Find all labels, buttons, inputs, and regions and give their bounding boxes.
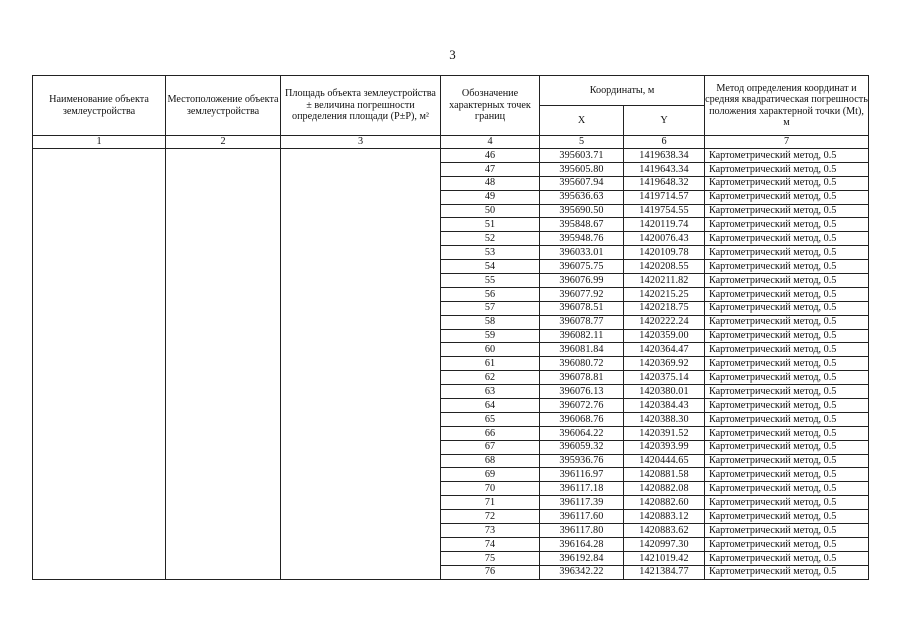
point-number: 53 — [441, 246, 540, 260]
method-cell: Картометрический метод, 0.5 — [705, 412, 869, 426]
coord-y: 1420391.52 — [624, 426, 705, 440]
point-number: 69 — [441, 468, 540, 482]
coord-y: 1420883.12 — [624, 510, 705, 524]
coord-y: 1420364.47 — [624, 343, 705, 357]
coord-x: 395948.76 — [540, 232, 624, 246]
coord-x: 396075.75 — [540, 260, 624, 274]
point-number: 59 — [441, 329, 540, 343]
coord-y: 1420388.30 — [624, 412, 705, 426]
coord-x: 395690.50 — [540, 204, 624, 218]
method-cell: Картометрический метод, 0.5 — [705, 496, 869, 510]
point-number: 67 — [441, 440, 540, 454]
point-number: 58 — [441, 315, 540, 329]
method-cell: Картометрический метод, 0.5 — [705, 482, 869, 496]
method-cell: Картометрический метод, 0.5 — [705, 287, 869, 301]
coord-x: 396076.99 — [540, 274, 624, 288]
method-cell: Картометрический метод, 0.5 — [705, 524, 869, 538]
coord-y: 1419714.57 — [624, 190, 705, 204]
method-cell: Картометрический метод, 0.5 — [705, 204, 869, 218]
method-cell: Картометрический метод, 0.5 — [705, 301, 869, 315]
coord-y: 1420375.14 — [624, 371, 705, 385]
method-cell: Картометрический метод, 0.5 — [705, 190, 869, 204]
method-cell: Картометрический метод, 0.5 — [705, 537, 869, 551]
method-cell: Картометрический метод, 0.5 — [705, 315, 869, 329]
method-cell: Картометрический метод, 0.5 — [705, 371, 869, 385]
point-number: 49 — [441, 190, 540, 204]
coord-x: 396077.92 — [540, 287, 624, 301]
method-cell: Картометрический метод, 0.5 — [705, 440, 869, 454]
point-number: 62 — [441, 371, 540, 385]
point-number: 56 — [441, 287, 540, 301]
method-cell: Картометрический метод, 0.5 — [705, 510, 869, 524]
coord-x: 396078.81 — [540, 371, 624, 385]
point-number: 50 — [441, 204, 540, 218]
coord-y: 1420881.58 — [624, 468, 705, 482]
method-cell: Картометрический метод, 0.5 — [705, 246, 869, 260]
coord-y: 1420882.60 — [624, 496, 705, 510]
header-object-name: Наименование объекта землеустройства — [33, 76, 166, 136]
coord-y: 1420076.43 — [624, 232, 705, 246]
coord-x: 395636.63 — [540, 190, 624, 204]
method-cell: Картометрический метод, 0.5 — [705, 162, 869, 176]
table-row — [33, 149, 869, 163]
point-number: 55 — [441, 274, 540, 288]
blank-object-name — [33, 149, 166, 580]
point-number: 76 — [441, 565, 540, 579]
coord-y: 1420384.43 — [624, 399, 705, 413]
coord-x: 395605.80 — [540, 162, 624, 176]
coord-y: 1420222.24 — [624, 315, 705, 329]
coord-x: 396078.51 — [540, 301, 624, 315]
coord-y: 1421384.77 — [624, 565, 705, 579]
point-number: 72 — [441, 510, 540, 524]
header-coordinates: Координаты, м — [540, 76, 705, 106]
header-y: Y — [624, 106, 705, 136]
method-cell: Картометрический метод, 0.5 — [705, 260, 869, 274]
coord-y: 1420882.08 — [624, 482, 705, 496]
point-number: 46 — [441, 149, 540, 163]
coord-x: 396117.39 — [540, 496, 624, 510]
column-number: 1 — [33, 136, 166, 149]
column-number: 7 — [705, 136, 869, 149]
point-number: 68 — [441, 454, 540, 468]
coord-y: 1419648.32 — [624, 176, 705, 190]
method-cell: Картометрический метод, 0.5 — [705, 454, 869, 468]
method-cell: Картометрический метод, 0.5 — [705, 329, 869, 343]
coord-y: 1420215.25 — [624, 287, 705, 301]
method-cell: Картометрический метод, 0.5 — [705, 565, 869, 579]
coord-x: 395936.76 — [540, 454, 624, 468]
coord-x: 395848.67 — [540, 218, 624, 232]
coord-x: 396081.84 — [540, 343, 624, 357]
coord-y: 1420211.82 — [624, 274, 705, 288]
coord-y: 1419643.34 — [624, 162, 705, 176]
column-number-row — [33, 136, 869, 149]
page-number: 3 — [449, 47, 456, 62]
point-number: 71 — [441, 496, 540, 510]
coord-x: 396164.28 — [540, 537, 624, 551]
point-number: 73 — [441, 524, 540, 538]
method-cell: Картометрический метод, 0.5 — [705, 343, 869, 357]
method-cell: Картометрический метод, 0.5 — [705, 426, 869, 440]
coord-x: 396076.13 — [540, 385, 624, 399]
method-cell: Картометрический метод, 0.5 — [705, 385, 869, 399]
coord-y: 1420109.78 — [624, 246, 705, 260]
coord-y: 1420380.01 — [624, 385, 705, 399]
blank-location — [166, 149, 281, 580]
column-number: 5 — [540, 136, 624, 149]
header-location: Местоположение объекта землеустройства — [166, 76, 281, 136]
point-number: 57 — [441, 301, 540, 315]
coord-x: 395603.71 — [540, 149, 624, 163]
coord-y: 1420369.92 — [624, 357, 705, 371]
coord-x: 396117.18 — [540, 482, 624, 496]
coord-y: 1420393.99 — [624, 440, 705, 454]
header-x: X — [540, 106, 624, 136]
point-number: 64 — [441, 399, 540, 413]
point-number: 61 — [441, 357, 540, 371]
point-number: 51 — [441, 218, 540, 232]
coord-x: 396192.84 — [540, 551, 624, 565]
method-cell: Картометрический метод, 0.5 — [705, 357, 869, 371]
blank-area — [281, 149, 441, 580]
method-cell: Картометрический метод, 0.5 — [705, 399, 869, 413]
coord-y: 1420359.00 — [624, 329, 705, 343]
coord-x: 396117.80 — [540, 524, 624, 538]
coord-x: 396064.22 — [540, 426, 624, 440]
coord-x: 396072.76 — [540, 399, 624, 413]
coord-x: 396116.97 — [540, 468, 624, 482]
point-number: 48 — [441, 176, 540, 190]
coord-y: 1420997.30 — [624, 537, 705, 551]
method-cell: Картометрический метод, 0.5 — [705, 468, 869, 482]
coord-x: 396342.22 — [540, 565, 624, 579]
coord-x: 396080.72 — [540, 357, 624, 371]
point-number: 65 — [441, 412, 540, 426]
coord-y: 1420218.75 — [624, 301, 705, 315]
header-point-designation: Обозначение характерных точек границ — [441, 76, 540, 136]
point-number: 63 — [441, 385, 540, 399]
point-number: 75 — [441, 551, 540, 565]
coord-y: 1421019.42 — [624, 551, 705, 565]
table-body — [33, 149, 869, 580]
coordinates-table — [32, 75, 869, 580]
point-number: 70 — [441, 482, 540, 496]
coord-y: 1419638.34 — [624, 149, 705, 163]
coord-y: 1420883.62 — [624, 524, 705, 538]
coord-x: 396078.77 — [540, 315, 624, 329]
coord-x: 395607.94 — [540, 176, 624, 190]
method-cell: Картометрический метод, 0.5 — [705, 232, 869, 246]
coord-y: 1419754.55 — [624, 204, 705, 218]
method-cell: Картометрический метод, 0.5 — [705, 218, 869, 232]
coord-x: 396033.01 — [540, 246, 624, 260]
column-number: 4 — [441, 136, 540, 149]
coord-x: 396059.32 — [540, 440, 624, 454]
point-number: 60 — [441, 343, 540, 357]
point-number: 47 — [441, 162, 540, 176]
column-number: 2 — [166, 136, 281, 149]
point-number: 54 — [441, 260, 540, 274]
point-number: 52 — [441, 232, 540, 246]
method-cell: Картометрический метод, 0.5 — [705, 149, 869, 163]
point-number: 66 — [441, 426, 540, 440]
coord-x: 396082.11 — [540, 329, 624, 343]
coord-y: 1420119.74 — [624, 218, 705, 232]
method-cell: Картометрический метод, 0.5 — [705, 176, 869, 190]
column-number: 3 — [281, 136, 441, 149]
header-area: Площадь объекта землеустройства ± величина погрешности определения площади (P±P), м² — [281, 76, 441, 136]
coord-y: 1420444.65 — [624, 454, 705, 468]
column-number: 6 — [624, 136, 705, 149]
coord-y: 1420208.55 — [624, 260, 705, 274]
point-number: 74 — [441, 537, 540, 551]
coord-x: 396117.60 — [540, 510, 624, 524]
method-cell: Картометрический метод, 0.5 — [705, 274, 869, 288]
coord-x: 396068.76 — [540, 412, 624, 426]
header-method: Метод определения координат и средняя квадратическая погрешность положения характерной точки (Mt), м — [705, 76, 869, 136]
method-cell: Картометрический метод, 0.5 — [705, 551, 869, 565]
